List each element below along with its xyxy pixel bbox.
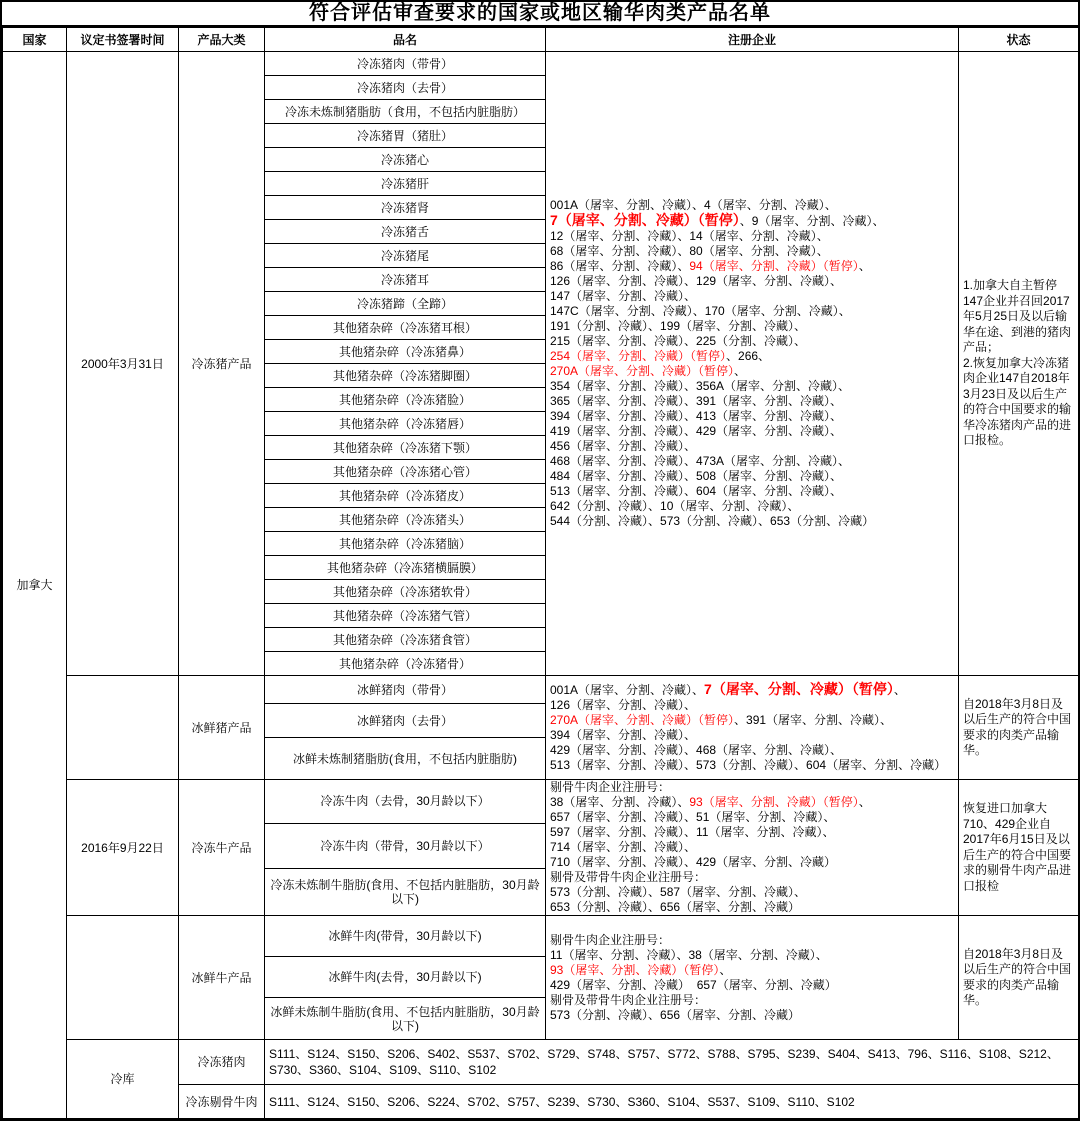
enterprise-list-cell [546, 916, 959, 1040]
enterprise-text: 653（分割、冷藏）、656（屠宰、分割、冷藏） [550, 900, 801, 914]
enterprise-line [550, 948, 955, 963]
country-cell: 加拿大 [3, 52, 67, 1119]
enterprise-text: 38（屠宰、分割、冷藏）、 [550, 795, 690, 809]
enterprise-text: 、 [719, 962, 732, 977]
enterprise-line [550, 499, 955, 514]
product-name-cell: 其他猪杂碎（冷冻猪下颚） [265, 436, 546, 460]
enterprise-line [550, 978, 955, 993]
enterprise-line [550, 364, 955, 379]
enterprise-line [550, 963, 955, 978]
product-name-cell: 其他猪杂碎（冷冻猪头） [265, 508, 546, 532]
product-name-cell: 其他猪杂碎（冷冻猪脚圈） [265, 364, 546, 388]
enterprise-line [550, 900, 955, 915]
storage-category-cell: 冷冻猪肉 [179, 1040, 265, 1085]
status-cell [959, 52, 1079, 676]
enterprise-text: 642（分割、冷藏）、10（屠宰、分割、冷藏）、 [550, 499, 800, 513]
enterprise-line [550, 795, 955, 810]
product-name-cell: 冷冻猪尾 [265, 244, 546, 268]
enterprise-line [550, 454, 955, 469]
table-row [3, 52, 1079, 76]
enterprise-text: 456（屠宰、分割、冷藏）、 [550, 439, 697, 453]
enterprise-suspended-text: 7（屠宰、分割、冷藏）（暂停） [704, 681, 894, 697]
enterprise-text: 11（屠宰、分割、冷藏）、38（屠宰、分割、冷藏）、 [550, 947, 828, 962]
product-name-cell: 冷冻猪胃（猪肚） [265, 124, 546, 148]
product-name-cell: 其他猪杂碎（冷冻猪软骨） [265, 580, 546, 604]
enterprise-text: 513（屠宰、分割、冷藏）、573（分割、冷藏）、604（屠宰、分割、冷藏） [550, 758, 947, 772]
product-name-cell: 冰鲜猪肉（带骨） [265, 676, 546, 704]
enterprise-line [550, 484, 955, 499]
enterprise-text: 394（屠宰、分割、冷藏）、413（屠宰、分割、冷藏）、 [550, 409, 843, 423]
enterprise-text: 365（屠宰、分割、冷藏）、391（屠宰、分割、冷藏）、 [550, 394, 843, 408]
product-name-cell: 冰鲜牛肉(去骨，30月龄以下) [265, 957, 546, 998]
enterprise-text: 513（屠宰、分割、冷藏）、604（屠宰、分割、冷藏）、 [550, 484, 843, 498]
storage-registrations-cell: S111、S124、S150、S206、S224、S702、S757、S239、S730、S360、S104、S537、S109、S110、S102 [265, 1085, 1079, 1119]
enterprise-line [550, 334, 955, 349]
product-name-cell: 冰鲜猪肉（去骨） [265, 704, 546, 738]
enterprise-list-cell [546, 780, 959, 916]
protocol-date-cell [67, 676, 179, 780]
enterprise-line [550, 855, 955, 870]
enterprise-text: 126（屠宰、分割、冷藏）、 [550, 698, 697, 712]
status-cell [959, 780, 1079, 916]
enterprise-line [550, 244, 955, 259]
product-name-cell: 冷冻未炼制猪脂肪（食用，不包括内脏脂肪） [265, 100, 546, 124]
enterprise-line [550, 229, 955, 244]
enterprise-suspended-text: 93（屠宰、分割、冷藏）（暂停） [689, 795, 859, 809]
enterprise-text: 126（屠宰、分割、冷藏）、129（屠宰、分割、冷藏）、 [550, 274, 843, 288]
product-name-cell: 其他猪杂碎（冷冻猪皮） [265, 484, 546, 508]
meat-products-table [2, 27, 1079, 1119]
enterprise-text: 、 [858, 795, 871, 809]
enterprise-line [550, 933, 955, 948]
enterprise-text: 714（屠宰、分割、冷藏）、 [550, 840, 697, 854]
enterprise-line [550, 198, 955, 213]
enterprise-text: 、 [893, 683, 906, 697]
storage-label-cell: 冷库 [67, 1040, 179, 1119]
enterprise-text: 429（屠宰、分割、冷藏）、468（屠宰、分割、冷藏）、 [550, 743, 843, 757]
status-text: 1.加拿大自主暂停147企业并召回2017年5月25日及以后输华在途、到港的猪肉产品； [963, 278, 1072, 355]
enterprise-line [550, 213, 955, 229]
product-name-cell: 其他猪杂碎（冷冻猪食管） [265, 628, 546, 652]
col-header-2: 议定书签署时间 [67, 28, 179, 52]
category-cell: 冷冻牛产品 [179, 780, 265, 916]
product-name-cell: 其他猪杂碎（冷冻猪气管） [265, 604, 546, 628]
enterprise-line [550, 439, 955, 454]
product-name-cell: 冰鲜未炼制猪脂肪(食用，不包括内脏脂肪) [265, 738, 546, 780]
enterprise-line [550, 993, 955, 1008]
enterprise-text: 、391（屠宰、分割、冷藏）、 [734, 713, 893, 727]
table-row [3, 676, 1079, 704]
enterprise-text: 001A（屠宰、分割、冷藏）、4（屠宰、分割、冷藏）、 [550, 198, 837, 212]
product-name-cell: 冷冻猪肾 [265, 196, 546, 220]
category-cell: 冰鲜牛产品 [179, 916, 265, 1040]
product-name-cell: 其他猪杂碎（冷冻猪骨） [265, 652, 546, 676]
enterprise-line [550, 713, 955, 728]
category-cell: 冷冻猪产品 [179, 52, 265, 676]
protocol-date-cell [67, 916, 179, 1040]
product-name-cell: 其他猪杂碎（冷冻猪脸） [265, 388, 546, 412]
enterprise-text: 573（分割、冷藏）、656（屠宰、分割、冷藏） [550, 1007, 801, 1022]
col-header-6: 状态 [959, 28, 1079, 52]
enterprise-text: 剔骨及带骨牛肉企业注册号： [550, 992, 707, 1007]
enterprise-line [550, 319, 955, 334]
enterprise-text: 001A（屠宰、分割、冷藏）、 [550, 683, 705, 697]
product-name-cell: 冷冻牛肉（带骨，30月龄以下） [265, 823, 546, 869]
enterprise-line [550, 825, 955, 840]
enterprise-suspended-text: 93（屠宰、分割、冷藏）（暂停） [550, 962, 720, 977]
enterprise-text: 573（分割、冷藏）、587（屠宰、分割、冷藏）、 [550, 885, 807, 899]
enterprise-line [550, 469, 955, 484]
product-name-cell: 其他猪杂碎（冷冻猪横膈膜） [265, 556, 546, 580]
product-name-cell: 冰鲜未炼制牛脂肪(食用、不包括内脏脂肪，30月龄以下) [265, 998, 546, 1040]
product-name-cell: 其他猪杂碎（冷冻猪鼻） [265, 340, 546, 364]
enterprise-line [550, 728, 955, 743]
product-name-cell: 冷冻牛肉（去骨，30月龄以下） [265, 780, 546, 824]
table-row [3, 780, 1079, 824]
product-name-cell: 冷冻未炼制牛脂肪(食用、不包括内脏脂肪，30月龄以下) [265, 869, 546, 916]
status-text: 自2018年3月8日及以后生产的符合中国要求的肉类产品输华。 [963, 696, 1072, 757]
col-header-4: 品名 [265, 28, 546, 52]
enterprise-line [550, 682, 955, 698]
col-header-5: 注册企业 [546, 28, 959, 52]
enterprise-line [550, 885, 955, 900]
product-name-cell: 冰鲜牛肉(带骨，30月龄以下) [265, 916, 546, 957]
enterprise-line [550, 259, 955, 274]
enterprise-text: 147（屠宰、分割、冷藏）、 [550, 289, 697, 303]
enterprise-text: 597（屠宰、分割、冷藏）、11（屠宰、分割、冷藏）、 [550, 825, 835, 839]
status-text: 2.恢复加拿大冷冻猪肉企业147自2018年3月23日及以后生产的符合中国要求的输华冷冻猪肉产品的进口报检。 [963, 355, 1072, 448]
enterprise-text: 710（屠宰、分割、冷藏）、429（屠宰、分割、冷藏） [550, 855, 837, 869]
category-cell: 冰鲜猪产品 [179, 676, 265, 780]
product-name-cell: 冷冻猪蹄（全蹄） [265, 292, 546, 316]
enterprise-line [550, 780, 955, 795]
enterprise-line [550, 304, 955, 319]
enterprise-suspended-text: 254（屠宰、分割、冷藏）（暂停） [550, 349, 727, 363]
product-name-cell: 其他猪杂碎（冷冻猪耳根） [265, 316, 546, 340]
enterprise-text: 429（屠宰、分割、冷藏） 657（屠宰、分割、冷藏） [550, 977, 837, 992]
enterprise-line [550, 289, 955, 304]
enterprise-text: 剔骨及带骨牛肉企业注册号： [550, 870, 707, 884]
enterprise-list-cell [546, 52, 959, 676]
enterprise-line [550, 840, 955, 855]
enterprise-list-cell [546, 676, 959, 780]
storage-category-cell: 冷冻剔骨牛肉 [179, 1085, 265, 1119]
status-cell [959, 676, 1079, 780]
enterprise-text: 剔骨牛肉企业注册号： [550, 780, 671, 794]
enterprise-line [550, 379, 955, 394]
enterprise-line [550, 743, 955, 758]
product-name-cell: 其他猪杂碎（冷冻猪唇） [265, 412, 546, 436]
enterprise-line [550, 870, 955, 885]
status-text: 恢复进口加拿大710、429企业自2017年6月15日及以后生产的符合中国要求的剔骨牛肉产品进口报检 [963, 801, 1072, 893]
product-name-cell: 冷冻猪舌 [265, 220, 546, 244]
enterprise-text: 544（分割、冷藏）、573（分割、冷藏）、653（分割、冷藏） [550, 514, 875, 528]
enterprise-line [550, 514, 955, 529]
enterprise-text: 12（屠宰、分割、冷藏）、14（屠宰、分割、冷藏）、 [550, 229, 829, 243]
enterprise-text: 、9（屠宰、分割、冷藏）、 [739, 214, 885, 228]
product-name-cell: 冷冻猪肉（带骨） [265, 52, 546, 76]
enterprise-suspended-text: 270A（屠宰、分割、冷藏）（暂停） [550, 713, 735, 727]
product-name-cell: 冷冻猪耳 [265, 268, 546, 292]
status-text: 自2018年3月8日及以后生产的符合中国要求的肉类产品输华。 [963, 946, 1072, 1007]
enterprise-text: 191（分割、冷藏）、199（屠宰、分割、冷藏）、 [550, 319, 807, 333]
enterprise-text: 419（屠宰、分割、冷藏）、429（屠宰、分割、冷藏）、 [550, 424, 843, 438]
product-name-cell: 其他猪杂碎（冷冻猪心管） [265, 460, 546, 484]
enterprise-line [550, 698, 955, 713]
enterprise-text: 215（屠宰、分割、冷藏）、225（分割、冷藏）、 [550, 334, 807, 348]
table-row [3, 916, 1079, 957]
enterprise-line [550, 758, 955, 773]
enterprise-text: 剔骨牛肉企业注册号： [550, 932, 671, 947]
enterprise-text: 394（屠宰、分割、冷藏）、 [550, 728, 697, 742]
enterprise-text: 147C（屠宰、分割、冷藏）、170（屠宰、分割、冷藏）、 [550, 304, 851, 318]
enterprise-text: 、266、 [726, 349, 771, 363]
enterprise-text: 468（屠宰、分割、冷藏）、473A（屠宰、分割、冷藏）、 [550, 454, 851, 468]
storage-registrations-cell: S111、S124、S150、S206、S402、S537、S702、S729、S748、S757、S772、S788、S795、S239、S404、S413、796、S116、S108、S212、S730、S360、S104、S109、S110、S102 [265, 1040, 1079, 1085]
enterprise-line [550, 424, 955, 439]
product-name-cell: 冷冻猪肝 [265, 172, 546, 196]
enterprise-line [550, 810, 955, 825]
protocol-date-cell: 2016年9月22日 [67, 780, 179, 916]
enterprise-text: 657（屠宰、分割、冷藏）、51（屠宰、分割、冷藏）、 [550, 810, 836, 824]
product-name-cell: 其他猪杂碎（冷冻猪脑） [265, 532, 546, 556]
col-header-1: 国家 [3, 28, 67, 52]
enterprise-line [550, 349, 955, 364]
protocol-date-cell: 2000年3月31日 [67, 52, 179, 676]
enterprise-line [550, 274, 955, 289]
enterprise-text: 、 [858, 259, 871, 273]
enterprise-suspended-text: 270A（屠宰、分割、冷藏）（暂停） [550, 364, 735, 378]
enterprise-text: 68（屠宰、分割、冷藏）、80（屠宰、分割、冷藏）、 [550, 244, 829, 258]
enterprise-text: 、 [734, 364, 747, 378]
enterprise-suspended-text: 7（屠宰、分割、冷藏）（暂停） [550, 212, 740, 228]
product-name-cell: 冷冻猪心 [265, 148, 546, 172]
enterprise-text: 484（屠宰、分割、冷藏）、508（屠宰、分割、冷藏）、 [550, 469, 843, 483]
product-name-cell: 冷冻猪肉（去骨） [265, 76, 546, 100]
table-row [3, 1040, 1079, 1085]
enterprise-text: 354（屠宰、分割、冷藏）、356A（屠宰、分割、冷藏）、 [550, 379, 851, 393]
header-row [3, 28, 1079, 52]
col-header-3: 产品大类 [179, 28, 265, 52]
enterprise-line [550, 409, 955, 424]
enterprise-line [550, 1008, 955, 1023]
enterprise-suspended-text: 94（屠宰、分割、冷藏）（暂停） [689, 259, 859, 273]
enterprise-line [550, 394, 955, 409]
status-cell [959, 916, 1079, 1040]
enterprise-text: 86（屠宰、分割、冷藏）、 [550, 259, 690, 273]
page-title: 符合评估审查要求的国家或地区输华肉类产品名单 [2, 2, 1078, 27]
